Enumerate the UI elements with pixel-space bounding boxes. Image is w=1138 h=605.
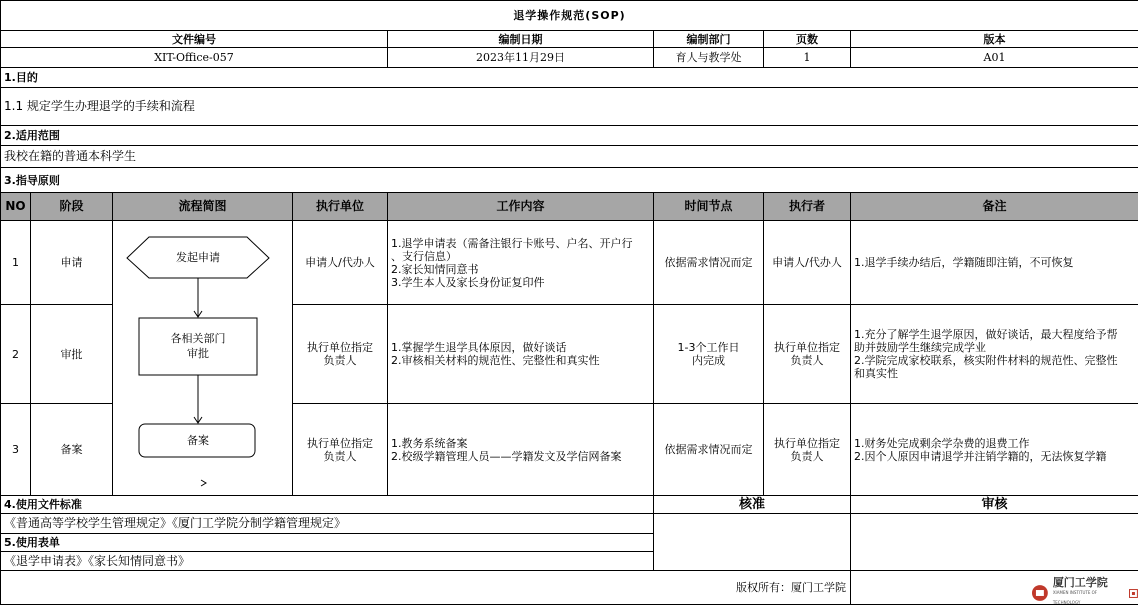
row-no: 2	[1, 305, 31, 404]
row-work	[388, 305, 654, 404]
executor-line: 负责人	[790, 449, 824, 463]
work-line: 2.审核相关材料的规范性、完整性和真实性	[391, 354, 600, 368]
approve-signature-area	[654, 514, 851, 571]
remark-line: 1.财务处完成剩余学杂费的退费工作	[854, 436, 1030, 450]
flowchart	[113, 221, 293, 495]
row-unit	[293, 305, 388, 404]
section2-content: 我校在籍的普通本科学生	[1, 146, 1138, 168]
row-stage: 申请	[31, 221, 113, 305]
section5-content: 《退学申请表》《家长知情同意书》	[1, 552, 654, 571]
row-executor	[764, 305, 851, 404]
logo-text: 厦门工学院	[1052, 576, 1108, 589]
unit-line: 执行单位指定	[307, 341, 373, 355]
executor-line: 执行单位指定	[774, 341, 840, 355]
work-line: 1.退学申请表（需备注银行卡账号、户名、开户行	[391, 236, 633, 250]
school-logo	[1031, 578, 1138, 605]
dept-value: 育人与教学处	[654, 48, 764, 68]
version-label: 版本	[851, 31, 1138, 48]
flow-step-approve-line2: 审批	[187, 347, 209, 360]
flowchart-cell	[113, 221, 293, 496]
work-line: 、支行信息）	[391, 249, 457, 263]
row-no: 3	[1, 404, 31, 496]
logo-stamp-icon	[1129, 589, 1138, 598]
table-row	[1, 221, 1138, 305]
remark-line: 助并鼓励学生继续完成学业	[854, 341, 986, 355]
section2-heading: 2.适用范围	[1, 126, 1138, 146]
review-label: 审核	[851, 496, 1138, 514]
doc-no-label: 文件编号	[1, 31, 388, 48]
pages-label: 页数	[764, 31, 851, 48]
remark-line: 2.学院完成家校联系，核实附件材料的规范性、完整性	[854, 354, 1118, 368]
doc-no-value: XIT-Office-057	[1, 48, 388, 68]
school-emblem-icon	[1031, 584, 1049, 602]
version-value: A01	[851, 48, 1138, 68]
date-value: 2023年11月29日	[388, 48, 654, 68]
col-work: 工作内容	[388, 193, 654, 221]
row-time: 依据需求情况而定	[654, 404, 764, 496]
section1-content: 1.1 规定学生办理退学的手续和流程	[1, 88, 1138, 126]
flow-step-approve-line1: 各相关部门	[170, 332, 226, 345]
time-line: 内完成	[692, 354, 725, 368]
executor-line: 负责人	[790, 354, 824, 368]
row-unit	[293, 404, 388, 496]
col-time: 时间节点	[654, 193, 764, 221]
work-line: 1.教务系统备案	[391, 436, 468, 450]
col-no: NO	[1, 193, 31, 221]
col-executor: 执行者	[764, 193, 851, 221]
row-remarks	[851, 305, 1138, 404]
unit-line: 负责人	[323, 354, 357, 368]
column-header-row	[1, 193, 1138, 221]
work-line: 3.学生本人及家长身份证复印件	[391, 275, 545, 289]
section4-content: 《普通高等学校学生管理规定》《厦门工学院分制学籍管理规定》	[1, 514, 654, 534]
section4-heading: 4.使用文件标准	[1, 496, 654, 514]
section5-heading: 5.使用表单	[1, 534, 654, 552]
review-signature-area	[851, 514, 1138, 571]
flow-step-file: 备案	[187, 434, 209, 447]
copyright: 版权所有：厦门工学院	[1, 571, 851, 605]
row-remarks	[851, 404, 1138, 496]
approve-label: 核准	[654, 496, 851, 514]
unit-line: 负责人	[323, 449, 357, 463]
remark-line: 1.充分了解学生退学原因，做好谈话，最大程度给予帮	[854, 328, 1118, 342]
row-executor: 申请人/代办人	[764, 221, 851, 305]
row-time	[654, 305, 764, 404]
remark-line: 1.退学手续办结后，学籍随即注销，不可恢复	[854, 256, 1074, 270]
time-line: 1-3个工作日	[677, 341, 740, 355]
row-executor	[764, 404, 851, 496]
page-title: 退学操作规范(SOP)	[1, 1, 1138, 31]
row-time: 依据需求情况而定	[654, 221, 764, 305]
remark-line: 2.因个人原因申请退学并注销学籍的，无法恢复学籍	[854, 449, 1107, 463]
logo-subtext: XIAMEN INSTITUTE OF TECHNOLOGY	[1052, 590, 1098, 605]
col-stage: 阶段	[31, 193, 113, 221]
date-label: 编制日期	[388, 31, 654, 48]
row-stage: 审批	[31, 305, 113, 404]
logo-cell	[851, 571, 1138, 605]
work-line: 1.掌握学生退学具体原因，做好谈话	[391, 341, 567, 355]
row-unit: 申请人/代办人	[293, 221, 388, 305]
row-work	[388, 221, 654, 305]
col-flow: 流程简图	[113, 193, 293, 221]
row-remarks	[851, 221, 1138, 305]
remark-line: 和真实性	[854, 367, 898, 381]
executor-line: 执行单位指定	[774, 436, 840, 450]
col-remarks: 备注	[851, 193, 1138, 221]
col-unit: 执行单位	[293, 193, 388, 221]
work-line: 2.家长知情同意书	[391, 262, 479, 276]
row-work	[388, 404, 654, 496]
flow-step-apply: 发起申请	[176, 251, 220, 264]
work-line: 2.校级学籍管理人员——学籍发文及学信网备案	[391, 449, 622, 463]
dept-label: 编制部门	[654, 31, 764, 48]
unit-line: 执行单位指定	[307, 436, 373, 450]
pages-value: 1	[764, 48, 851, 68]
small-arrow-icon	[201, 480, 206, 486]
section1-heading: 1.目的	[1, 68, 1138, 88]
row-no: 1	[1, 221, 31, 305]
section3-heading: 3.指导原则	[1, 168, 1138, 193]
row-stage: 备案	[31, 404, 113, 496]
